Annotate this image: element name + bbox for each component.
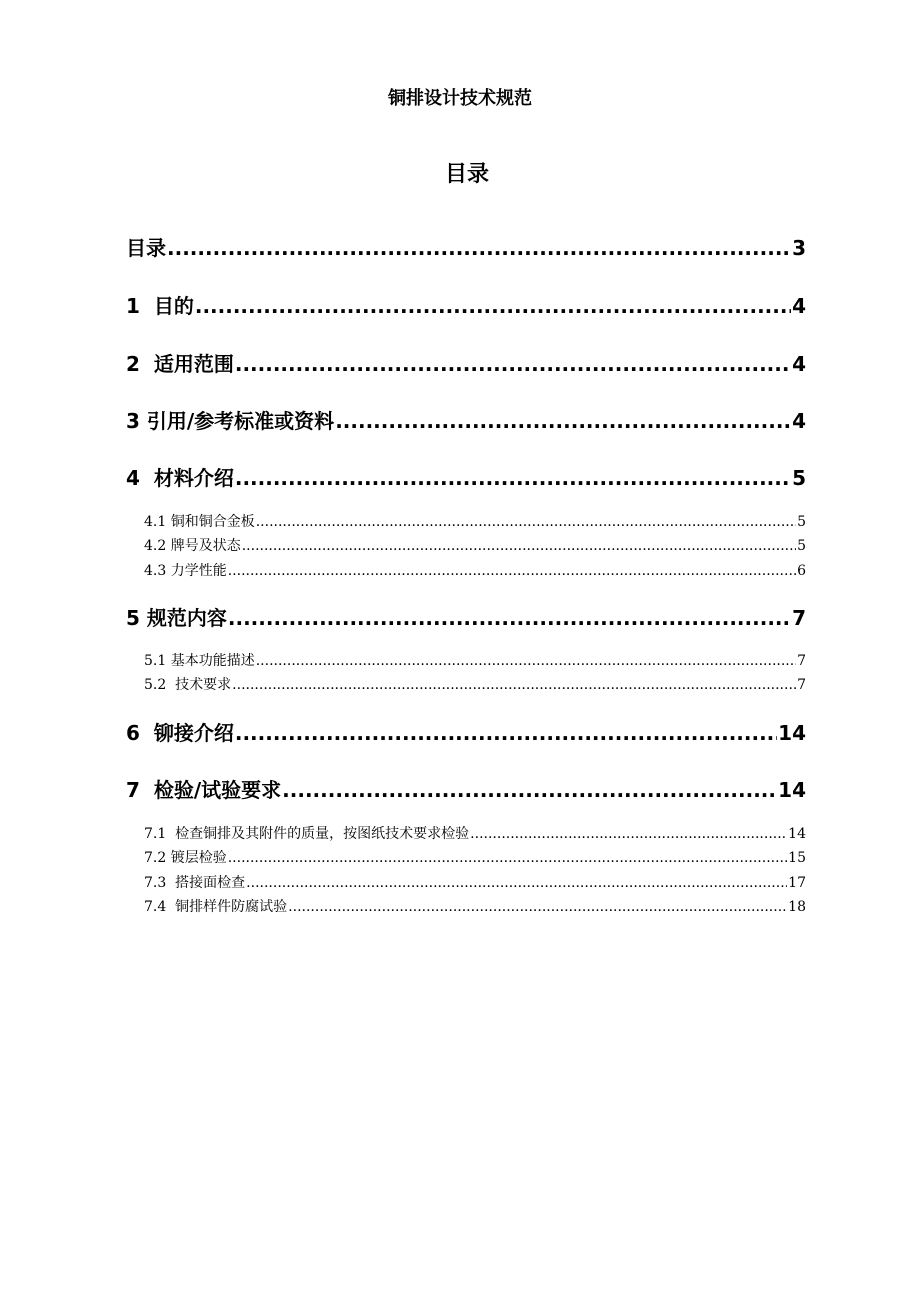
- toc-entry-page: 5: [797, 538, 806, 554]
- toc-dot-leader: [167, 236, 791, 260]
- toc-entry-page: 17: [788, 875, 806, 891]
- toc-dot-leader: [195, 294, 791, 318]
- toc-dot-leader: [256, 514, 796, 530]
- toc-dot-leader: [242, 538, 796, 554]
- toc-subentry[interactable]: [144, 535, 806, 555]
- toc-entry-label: 5.2 技术要求: [144, 677, 232, 693]
- toc-dot-leader: [235, 352, 791, 376]
- toc-entry-page: 5: [792, 466, 806, 490]
- toc-entry-label: 3 引用/参考标准或资料: [126, 409, 335, 433]
- toc-entry-label: 2 适用范围: [126, 352, 234, 376]
- toc-heading: 目录: [444, 162, 489, 187]
- toc-subentry[interactable]: [144, 896, 806, 916]
- toc-dot-leader: [282, 778, 777, 802]
- toc-dot-leader: [228, 563, 796, 579]
- toc-dot-leader: [228, 850, 787, 866]
- toc-dot-leader: [335, 409, 791, 433]
- toc-entry[interactable]: [126, 232, 806, 261]
- toc-entry-label: 7.4 铜排样件防腐试验: [144, 899, 288, 915]
- toc-entry-page: 14: [788, 826, 806, 842]
- toc-entry[interactable]: [126, 774, 806, 803]
- toc-subentry[interactable]: [144, 511, 806, 531]
- toc-entry-label: 目录: [126, 236, 166, 260]
- toc-entry-page: 14: [778, 721, 806, 745]
- toc-entry-page: 7: [797, 677, 806, 693]
- toc-entry-page: 7: [792, 606, 806, 630]
- toc-dot-leader: [256, 653, 796, 669]
- toc-dot-leader: [246, 875, 787, 891]
- toc-subentry[interactable]: [144, 823, 806, 843]
- toc-dot-leader: [235, 466, 791, 490]
- toc-entry-page: 3: [792, 236, 806, 260]
- toc-entry-label: 4 材料介绍: [126, 466, 234, 490]
- toc-subentry[interactable]: [144, 560, 806, 580]
- toc-entry[interactable]: [126, 405, 806, 434]
- toc-entry-page: 15: [788, 850, 806, 866]
- toc-entry[interactable]: [126, 462, 806, 491]
- toc-subentry[interactable]: [144, 847, 806, 867]
- toc-entry-label: 5 规范内容: [126, 606, 227, 630]
- toc-entry[interactable]: [126, 290, 806, 319]
- toc-entry-page: 7: [797, 653, 806, 669]
- document-title: 铜排设计技术规范: [388, 88, 532, 109]
- toc-entry-page: 18: [788, 899, 806, 915]
- toc-entry-label: 7.1 检查铜排及其附件的质量，按图纸技术要求检验: [144, 826, 470, 842]
- toc-entry-label: 7.2 镀层检验: [144, 850, 227, 866]
- toc-entry-page: 6: [797, 563, 806, 579]
- toc-subentry[interactable]: [144, 872, 806, 892]
- toc-entry-page: 4: [792, 352, 806, 376]
- toc-dot-leader: [235, 721, 777, 745]
- toc-dot-leader: [228, 606, 791, 630]
- toc-entry-label: 7.3 搭接面检查: [144, 875, 246, 891]
- toc-subentry[interactable]: [144, 674, 806, 694]
- toc-entry[interactable]: [126, 348, 806, 377]
- toc-entry-page: 5: [797, 514, 806, 530]
- toc-entry-label: 6 铆接介绍: [126, 721, 234, 745]
- toc-entry-label: 4.1 铜和铜合金板: [144, 514, 255, 530]
- toc-entry-label: 4.2 牌号及状态: [144, 538, 241, 554]
- toc-subentry[interactable]: [144, 650, 806, 670]
- toc-entry[interactable]: [126, 602, 806, 631]
- toc-entry-label: 5.1 基本功能描述: [144, 653, 255, 669]
- toc-entry[interactable]: [126, 717, 806, 746]
- toc-entry-page: 4: [792, 409, 806, 433]
- toc-entry-label: 1 目的: [126, 294, 194, 318]
- toc-entry-label: 4.3 力学性能: [144, 563, 227, 579]
- toc-dot-leader: [288, 899, 787, 915]
- toc-entry-page: 4: [792, 294, 806, 318]
- toc-dot-leader: [232, 677, 796, 693]
- toc-dot-leader: [470, 826, 787, 842]
- toc-entry-page: 14: [778, 778, 806, 802]
- toc-entry-label: 7 检验/试验要求: [126, 778, 282, 802]
